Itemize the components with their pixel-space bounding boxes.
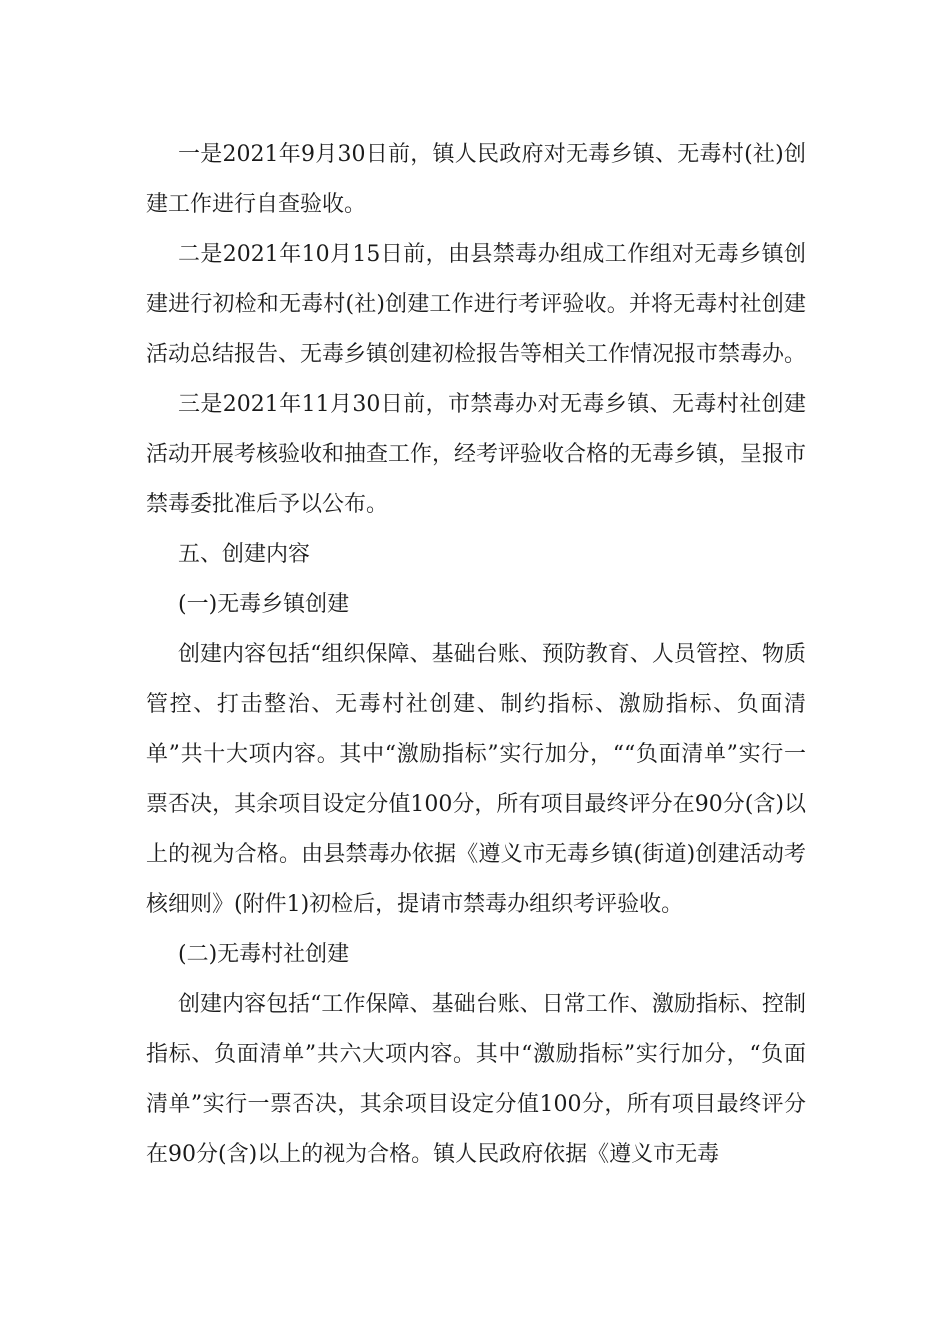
- paragraph-village-content: 创建内容包括“工作保障、基础台账、日常工作、激励指标、控制指标、负面清单”共六大项内容。其中“激励指标”实行加分，“负面清单”实行一票否决，其余项目设定分值100分，所有项目最终评分在90分(含)以上的视为合格。镇人民政府依据《遵义市无毒: [146, 992, 806, 1167]
- paragraph-self-inspection: 一是2021年9月30日前，镇人民政府对无毒乡镇、无毒村(社)创建工作进行自查验收。: [146, 142, 806, 217]
- subheading-drug-free-town: (一)无毒乡镇创建: [178, 592, 350, 617]
- paragraph-city-inspection: 三是2021年11月30日前，市禁毒办对无毒乡镇、无毒村社创建活动开展考核验收和抽查工作，经考评验收合格的无毒乡镇，呈报市禁毒委批准后予以公布。: [146, 392, 807, 517]
- subheading-drug-free-village: (二)无毒村社创建: [178, 942, 350, 967]
- paragraph-town-content: 创建内容包括“组织保障、基础台账、预防教育、人员管控、物质管控、打击整治、无毒村社创建、制约指标、激励指标、负面清单”共十大项内容。其中“激励指标”实行加分，““负面清单”实行一票否决，其余项目设定分值100分，所有项目最终评分在90分(含)以上的视为合格。由县禁毒办依据《遵义市无毒乡镇(街道)创建活动考核细则》(附件1)初检后，提请市禁毒办组织考评验收。: [146, 642, 806, 917]
- document-body: [146, 130, 806, 1180]
- section-heading-content: 五、创建内容: [178, 542, 311, 567]
- paragraph-county-inspection: 二是2021年10月15日前，由县禁毒办组成工作组对无毒乡镇创建进行初检和无毒村(社)创建工作进行考评验收。并将无毒村社创建活动总结报告、无毒乡镇创建初检报告等相关工作情况报市禁毒办。: [146, 242, 807, 367]
